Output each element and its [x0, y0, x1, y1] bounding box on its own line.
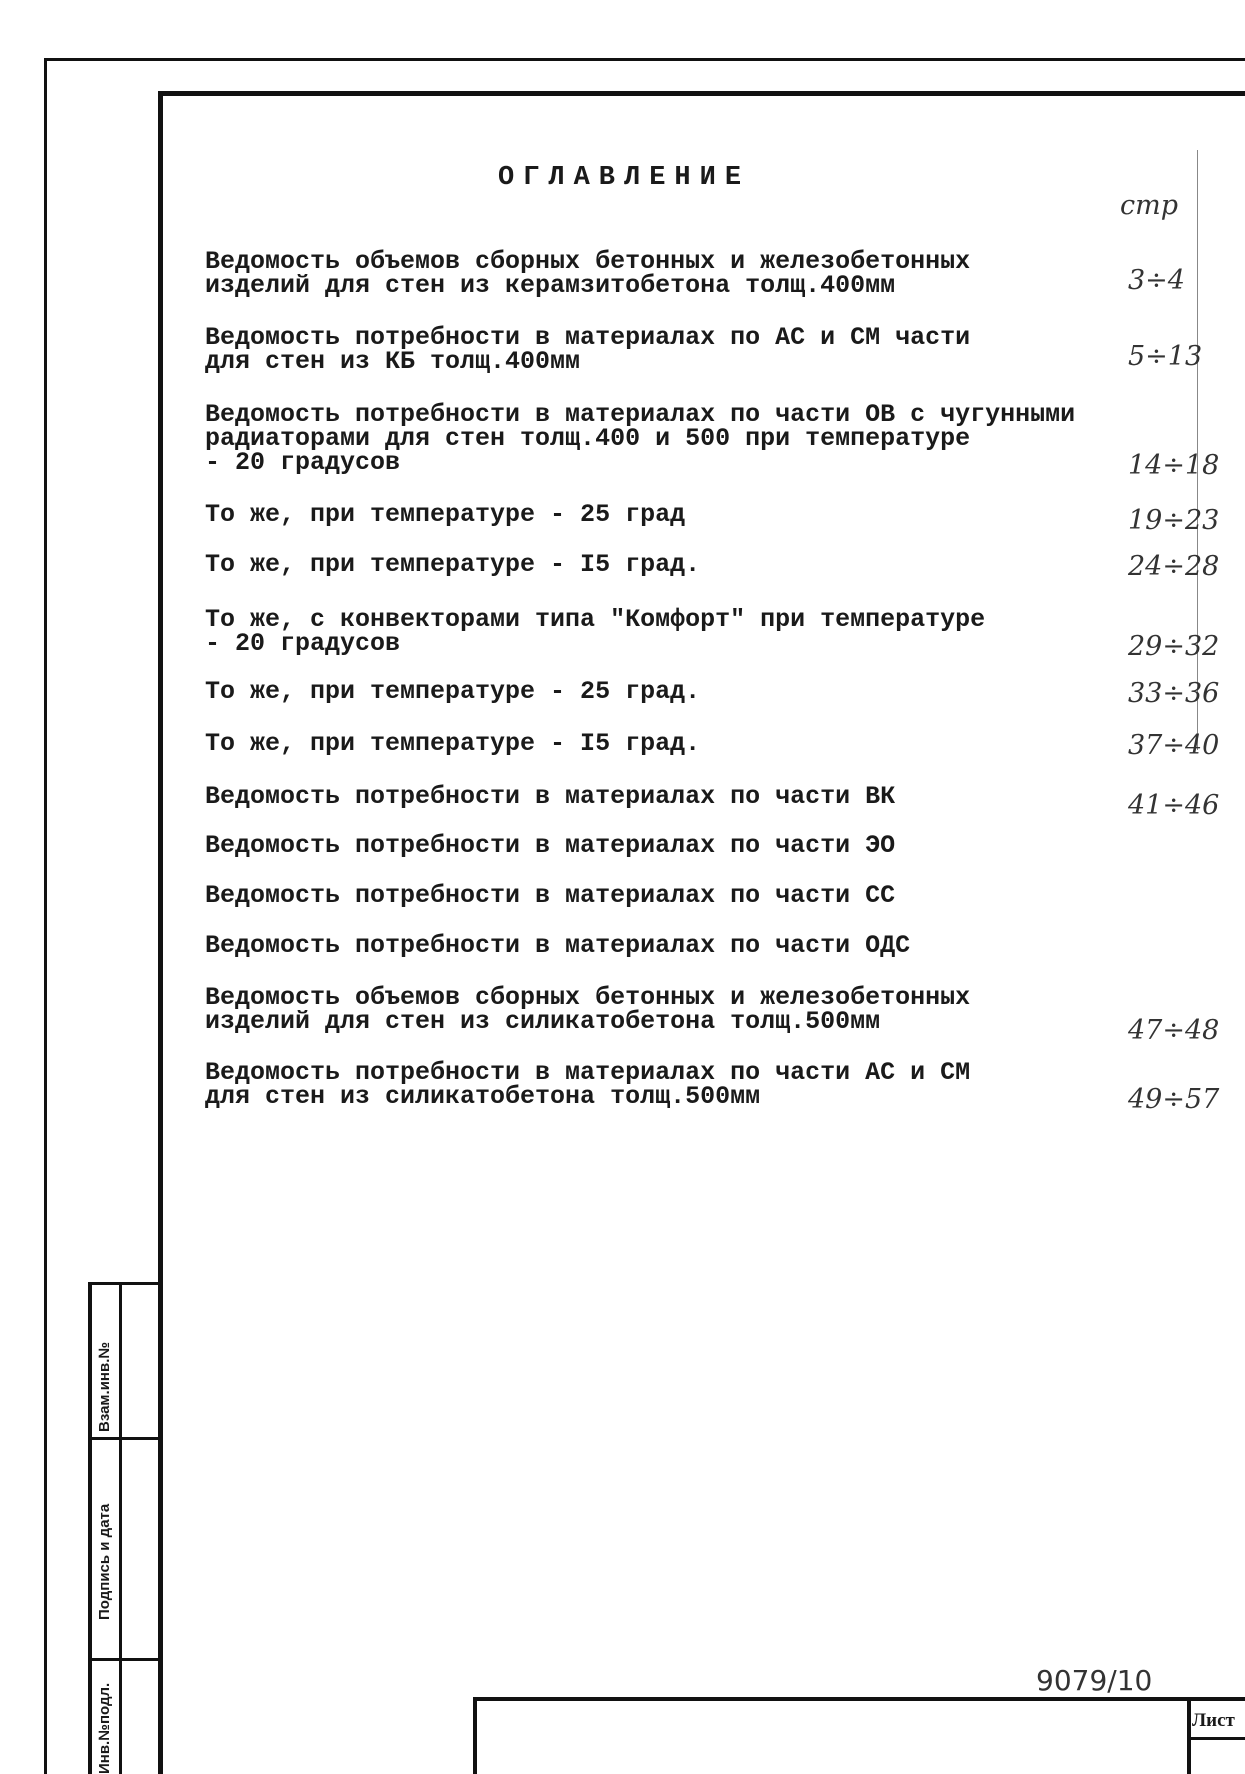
toc-entry-line: Ведомость объемов сборных бетонных и железобетонных [205, 983, 971, 1012]
toc-entry-line: Ведомость объемов сборных бетонных и железобетонных [205, 247, 971, 276]
toc-entry-line: Ведомость потребности в материалах по части ЭО [205, 831, 896, 860]
toc-page-range: 19÷23 [1128, 505, 1220, 536]
toc-entry-line: То же, при температуре - I5 град. [205, 729, 701, 758]
toc-entry-line: изделий для стен из керамзитобетона толщ.400мм [205, 271, 896, 300]
toc-page-range: 37÷40 [1128, 730, 1220, 761]
document-number: 9079/10 [1036, 1664, 1153, 1697]
toc-page-range: 29÷32 [1128, 631, 1220, 662]
toc-page-range: 5÷13 [1128, 341, 1203, 372]
toc-page-range: 14÷18 [1128, 450, 1220, 481]
vzam-inv-label: Взам.инв.№ [96, 1341, 113, 1432]
inv-original-label: Инв.№подл. [96, 1682, 113, 1774]
toc-entry-line: Ведомость потребности в материалах по части ОДС [205, 931, 911, 960]
toc-entry-line: То же, с конвекторами типа "Комфорт" при температуре [205, 605, 986, 634]
outer-frame-left [44, 58, 47, 1774]
page-column-header: стр [1120, 190, 1179, 221]
page-title: ОГЛАВЛЕНИЕ [498, 163, 751, 193]
sheet-label: Лист [1192, 1710, 1235, 1731]
toc-entry-line: Ведомость потребности в материалах по АС и СМ части [205, 323, 971, 352]
toc-entry-line: - 20 градусов [205, 629, 401, 658]
toc-entry-line: для стен из силикатобетона толщ.500мм [205, 1082, 761, 1111]
inner-frame-left [158, 91, 163, 1774]
toc-entry-line: для стен из КБ толщ.400мм [205, 347, 581, 376]
signature-date-label: Подпись и дата [96, 1503, 113, 1620]
toc-entry-line: Ведомость потребности в материалах по части ОВ с чугунными [205, 400, 1076, 429]
toc-entry-line: изделий для стен из силикатобетона толщ.500мм [205, 1007, 881, 1036]
toc-page-range: 47÷48 [1128, 1015, 1220, 1046]
toc-entry-line: То же, при температуре - I5 град. [205, 550, 701, 579]
toc-page-range: 3÷4 [1128, 265, 1185, 296]
toc-entry-line: Ведомость потребности в материалах по части ВК [205, 782, 896, 811]
toc-page-range: 41÷46 [1128, 790, 1220, 821]
toc-entry-line: То же, при температуре - 25 град [205, 500, 686, 529]
toc-page-range: 24÷28 [1128, 551, 1220, 582]
toc-entry-line: Ведомость потребности в материалах по части АС и СМ [205, 1058, 971, 1087]
toc-entry-line: Ведомость потребности в материалах по части СС [205, 881, 896, 910]
toc-entry-line: радиаторами для стен толщ.400 и 500 при температуре [205, 424, 971, 453]
toc-page-range: 49÷57 [1128, 1084, 1220, 1115]
outer-frame-top [45, 58, 1245, 61]
toc-entry-line: - 20 градусов [205, 448, 401, 477]
inner-frame-top [160, 91, 1245, 96]
toc-entry-line: То же, при температуре - 25 град. [205, 677, 701, 706]
toc-page-range: 33÷36 [1128, 678, 1220, 709]
